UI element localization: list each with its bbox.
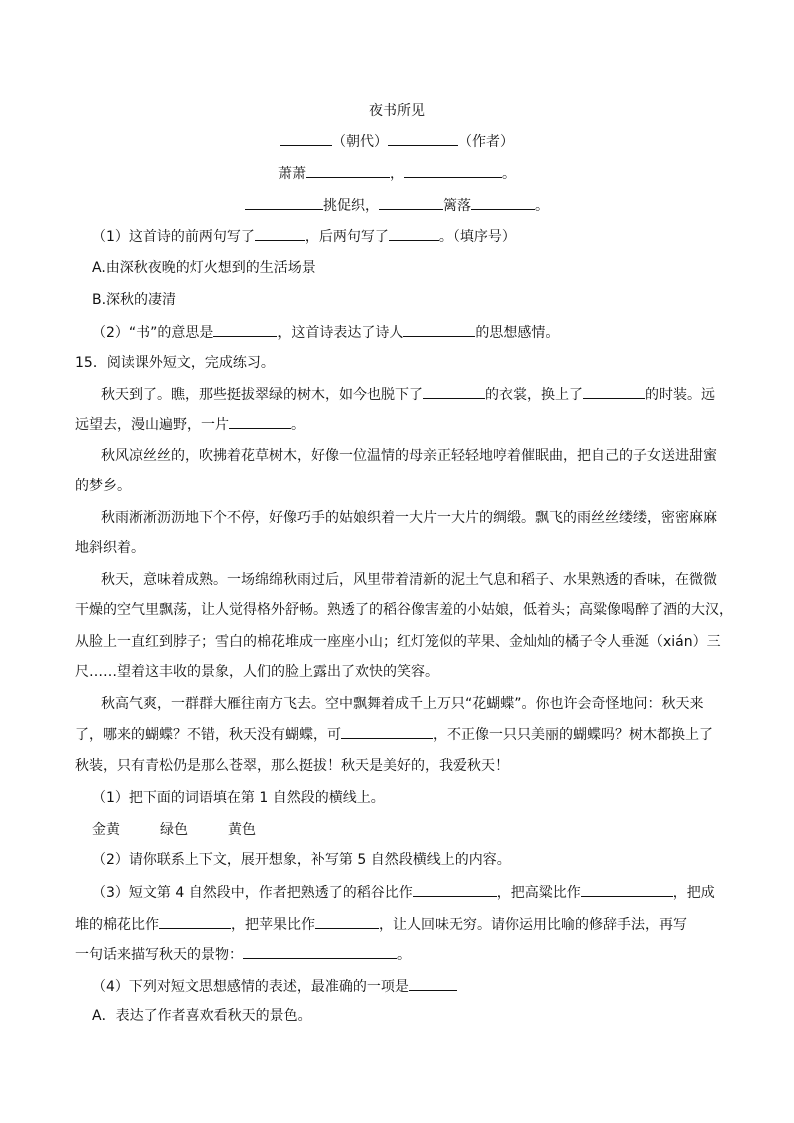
para4-line2: 干燥的空气里飘荡，让人觉得格外舒畅。熟透了的稻谷像害羞的小姑娘，低着头；高粱像喝醉了酒的大汉，: [75, 602, 733, 618]
para1-line1: [101, 384, 715, 405]
poem-blank-2[interactable]: [404, 163, 502, 178]
sq4-option-a: A．表达了作者喜欢看秋天的景色。: [92, 1008, 312, 1024]
subquestion-1: （1）把下面的词语填在第 1 自然段的横线上。: [92, 790, 385, 806]
sq3-text-f: ，让人回味无穷。请你运用比喻的修辞手法，再写: [379, 917, 687, 933]
para5-line2: [75, 724, 713, 745]
poem-line2-mid2: 篱落: [443, 198, 471, 214]
word-option: 黄色: [228, 822, 256, 838]
poem-blank-4[interactable]: [379, 195, 443, 210]
para2-line1: 秋风凉丝丝的，吹拂着花草树木，好像一位温情的母亲正轻轻地哼着催眠曲，把自己的子女送进甜蜜: [101, 448, 717, 464]
sq4-blank[interactable]: [409, 976, 457, 991]
poem-line1-start: 萧萧: [278, 166, 306, 182]
poem-line2-end: 。: [535, 198, 549, 214]
para1-text-d: 远望去，漫山遍野，一片: [75, 417, 229, 433]
q1-option-a: A.由深秋夜晚的灯火想到的生活场景: [92, 260, 316, 276]
poem-line2-mid1: 挑促织，: [323, 198, 379, 214]
para3-line1: 秋雨淅淅沥沥地下个不停，好像巧手的姑娘织着一大片一大片的绸缎。飘飞的雨丝丝缕缕，密密麻麻: [101, 510, 717, 526]
question-15-heading: 15．阅读课外短文，完成练习。: [75, 355, 275, 371]
word-option: 绿色: [160, 822, 188, 838]
sq3-text-e: ，把苹果比作: [231, 917, 315, 933]
sq3-text-h: 。: [397, 947, 411, 963]
poem-line1-end: 。: [502, 166, 516, 182]
poem-byline: [0, 131, 794, 152]
question-2: [92, 322, 559, 343]
author-blank[interactable]: [388, 131, 458, 146]
q1-blank-1[interactable]: [255, 226, 305, 241]
para1-text-b: 的衣裳，换上了: [485, 387, 583, 403]
para1-text-c: 的时装。远: [645, 387, 715, 403]
para1-line2: [75, 414, 305, 435]
para2-line2: 的梦乡。: [75, 478, 131, 494]
q1-text-1: （1）这首诗的前两句写了: [92, 229, 255, 245]
poem-line-1: [0, 163, 794, 184]
subquestion-4: [92, 976, 457, 997]
word-option: 金黄: [92, 822, 120, 838]
q1-text-3: 。（填序号）: [438, 229, 516, 245]
question-1: [92, 226, 516, 247]
sq3-text-c: ，把成: [672, 885, 715, 901]
poem-blank-3[interactable]: [245, 195, 323, 210]
para5-line3: 秋装，只有青松仍是那么苍翠，那么挺拔！秋天是美好的，我爱秋天！: [75, 758, 509, 774]
dynasty-label: （朝代）: [332, 134, 388, 150]
sq3-text-a: （3）短文第 4 自然段中，作者把熟透了的稻谷比作: [92, 885, 413, 901]
poem-line1-comma: ，: [390, 166, 404, 182]
para5-text-b: ，不正像一只只美丽的蝴蝶吗？树木都换上了: [433, 727, 713, 743]
para1-text-a: 秋天到了。瞧，那些挺拔翠绿的树木，如今也脱下了: [101, 387, 423, 403]
q1-option-b: B.深秋的凄清: [92, 292, 177, 308]
q2-blank-2[interactable]: [403, 322, 475, 337]
sq3-blank-5[interactable]: [243, 944, 397, 959]
subquestion-3-line2: [75, 914, 687, 935]
para5-text-a: 了，哪来的蝴蝶？不错，秋天没有蝴蝶，可: [75, 727, 341, 743]
para1-blank-2[interactable]: [583, 384, 645, 399]
poem-blank-1[interactable]: [306, 163, 390, 178]
para1-blank-3[interactable]: [229, 414, 291, 429]
q2-text-2: ，这首诗表达了诗人: [277, 325, 404, 341]
para1-blank-1[interactable]: [423, 384, 485, 399]
sq3-blank-4[interactable]: [315, 914, 379, 929]
subquestion-2: （2）请你联系上下文，展开想象，补写第 5 自然段横线上的内容。: [92, 852, 511, 868]
sq3-blank-1[interactable]: [413, 882, 497, 897]
poem-blank-5[interactable]: [471, 195, 535, 210]
para3-line2: 地斜织着。: [75, 540, 145, 556]
subquestion-3-line3: [75, 944, 411, 965]
para4-line4: 尺……望着这丰收的景象，人们的脸上露出了欢快的笑容。: [75, 664, 439, 680]
sq3-text-b: ，把高粱比作: [496, 885, 581, 901]
para5-blank[interactable]: [341, 724, 433, 739]
para4-line1: 秋天，意味着成熟。一场绵绵秋雨过后，风里带着清新的泥土气息和稻子、水果熟透的香味，在微微: [101, 572, 717, 588]
para5-line1: 秋高气爽，一群群大雁往南方飞去。空中飘舞着成千上万只“花蝴蝶”。你也许会奇怪地问：秋天来: [101, 696, 704, 712]
sq3-blank-2[interactable]: [581, 882, 673, 897]
word-options: [92, 820, 296, 840]
author-label: （作者）: [458, 134, 514, 150]
q1-text-2: ，后两句写了: [304, 229, 389, 245]
sq3-blank-3[interactable]: [159, 914, 231, 929]
q2-blank-1[interactable]: [213, 322, 277, 337]
q2-text-1: （2）“书”的意思是: [92, 325, 214, 341]
sq4-text: （4）下列对短文思想感情的表述，最准确的一项是: [92, 979, 409, 995]
q2-text-3: 的思想感情。: [475, 325, 560, 341]
sq3-text-g: 一句话来描写秋天的景物：: [75, 947, 243, 963]
para4-line3: 从脸上一直红到脖子；雪白的棉花堆成一座座小山；红灯笼似的苹果、金灿灿的橘子令人垂涎（xián）三: [75, 634, 721, 650]
sq3-text-d: 堆的棉花比作: [75, 917, 159, 933]
para1-text-e: 。: [291, 417, 305, 433]
dynasty-blank[interactable]: [280, 131, 332, 146]
poem-line-2: [0, 195, 794, 216]
poem-title: 夜书所见: [369, 103, 425, 119]
subquestion-3-line1: [92, 882, 715, 903]
q1-blank-2[interactable]: [389, 226, 439, 241]
